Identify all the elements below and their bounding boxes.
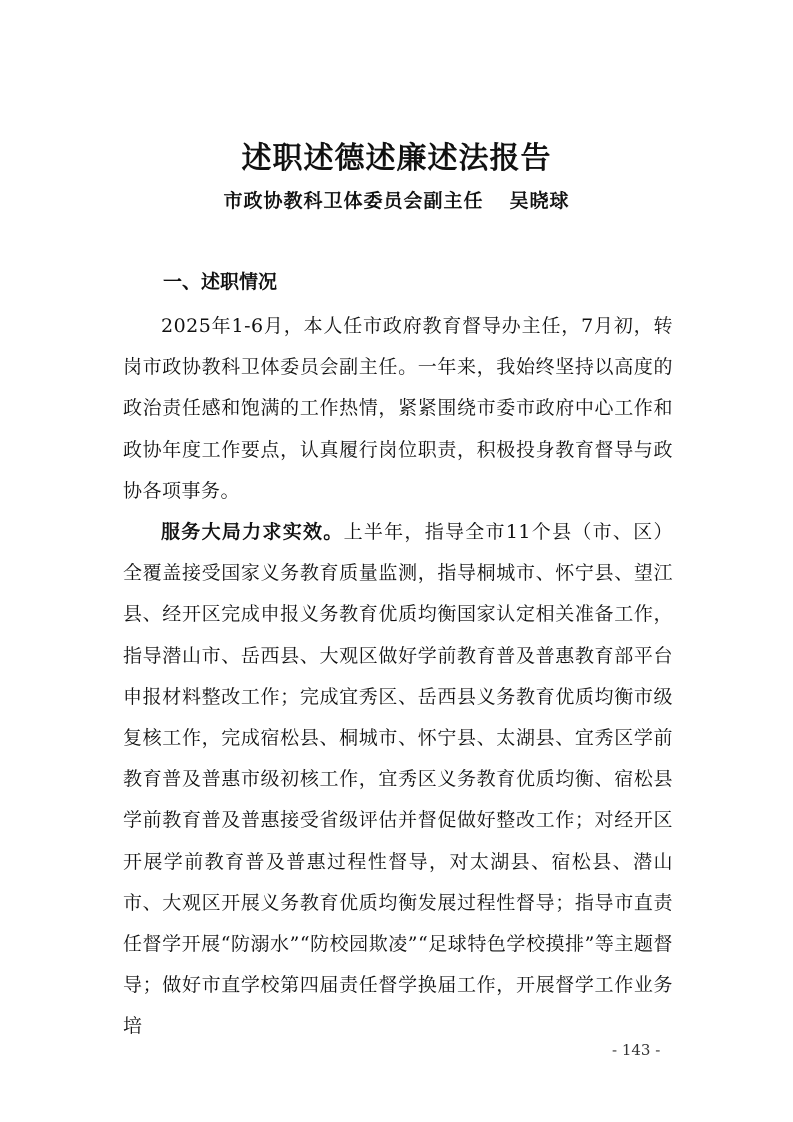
paragraph-intro: 2025年1-6月，本人任市政府教育督导办主任，7月初，转岗市政协教科卫体委员会副主任。一年来，我始终坚持以高度的政治责任感和饱满的工作热情，紧紧围绕市委市政府中心工作和政协年度工作要点，认真履行岗位职责，积极投身教育督导与政协各项事务。 [123, 315, 673, 502]
author-name: 吴晓球 [509, 190, 570, 212]
report-subtitle [0, 186, 793, 216]
paragraph-service [123, 512, 673, 1048]
paragraph-lead: 服务大局力求实效。 [161, 521, 344, 544]
paragraph-service-text: 上半年，指导全市11个县（市、区）全覆盖接受国家义务教育质量监测，指导桐城市、怀宁县、望江县、经开区完成申报义务教育优质均衡国家认定相关准备工作，指导潜山市、岳西县、大观区做好学前教育普及普惠教育部平台申报材料整改工作；完成宜秀区、岳西县义务教育优质均衡市级复核工作，完成宿松县、桐城市、怀宁县、太湖县、宜秀区学前教育普及普惠市级初核工作，宜秀区义务教育优质均衡、宿松县学前教育普及普惠接受省级评估并督促做好整改工作；对经开区开展学前教育普及普惠过程性督导，对太湖县、宿松县、潜山市、大观区开展义务教育优质均衡发展过程性督导；指导市直责任督学开展“防溺水”“防校园欺凌”“足球特色学校摸排”等主题督导；做好市直学校第四届责任督学换届工作，开展督学工作业务培 [123, 521, 673, 1038]
page-number: - 143 - [612, 1041, 661, 1059]
author-role: 市政协教科卫体委员会副主任 [223, 190, 484, 212]
report-title: 述职述德述廉述法报告 [241, 141, 552, 176]
body-text [123, 306, 673, 1048]
section-heading-duty: 一、述职情况 [163, 271, 278, 293]
